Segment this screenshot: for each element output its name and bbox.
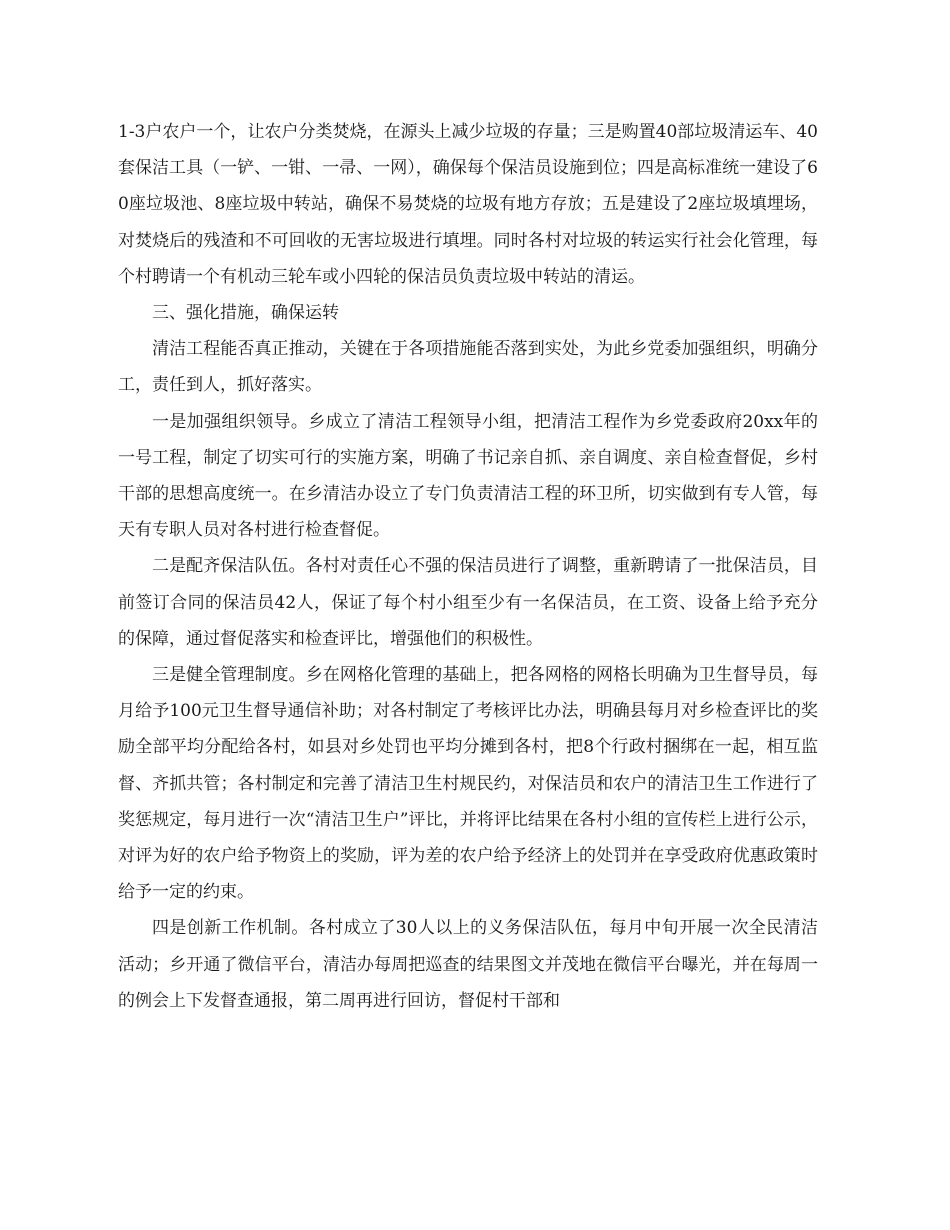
paragraph-measures-intro: 清洁工程能否真正推动，关键在于各项措施能否落到实处，为此乡党委加强组织，明确分工，责任到人，抓好落实。 — [118, 339, 818, 396]
paragraph-organization-leadership: 一是加强组织领导。乡成立了清洁工程领导小组，把清洁工程作为乡党委政府20xx年的一号工程，制定了切实可行的实施方案，明确了书记亲自抓、亲自调度、亲自检查督促，乡村干部的思想高度统一。在乡清洁办设立了专门负责清洁工程的环卫所，切实做到有专人管，每天有专职人员对各村进行检查督促。 — [118, 411, 818, 541]
section-heading-strengthen-measures: 三、强化措施，确保运转 — [152, 303, 339, 324]
paragraph-work-mechanism: 四是创新工作机制。各村成立了30人以上的义务保洁队伍，每月中旬开展一次全民清洁活动；乡开通了微信平台，清洁办每周把巡查的结果图文并茂地在微信平台曝光，并在每周一的例会上下发督查通报，第二周再进行回访，督促村干部和 — [118, 918, 818, 1011]
paragraph-management-system: 三是健全管理制度。乡在网格化管理的基础上，把各网格的网格长明确为卫生督导员，每月给予100元卫生督导通信补助；对各村制定了考核评比办法，明确县每月对乡检查评比的奖励全部平均分配给各村，如县对乡处罚也平均分摊到各村，把8个行政村捆绑在一起，相互监督、齐抓共管；各村制定和完善了清洁卫生村规民约，对保洁员和农户的清洁卫生工作进行了奖惩规定，每月进行一次“清洁卫生户”评比，并将评比结果在各村小组的宣传栏上进行公示，对评为好的农户给予物资上的奖励，评为差的农户给予经济上的处罚并在享受政府优惠政策时给予一定的约束。 — [118, 665, 818, 903]
document-body — [118, 114, 818, 1019]
paragraph-cleaning-team: 二是配齐保洁队伍。各村对责任心不强的保洁员进行了调整，重新聘请了一批保洁员，目前签订合同的保洁员42人，保证了每个村小组至少有一名保洁员，在工资、设备上给予充分的保障，通过督促落实和检查评比，增强他们的积极性。 — [118, 556, 818, 649]
paragraph-garbage-facilities: 1-3户农户一个，让农户分类焚烧，在源头上减少垃圾的存量；三是购置40部垃圾清运车、40套保洁工具（一铲、一钳、一帚、一网），确保每个保洁员设施到位；四是高标准统一建设了60座垃圾池、8座垃圾中转站，确保不易焚烧的垃圾有地方存放；五是建设了2座垃圾填埋场，对焚烧后的残渣和不可回收的无害垃圾进行填埋。同时各村对垃圾的转运实行社会化管理，每个村聘请一个有机动三轮车或小四轮的保洁员负责垃圾中转站的清运。 — [118, 122, 818, 287]
